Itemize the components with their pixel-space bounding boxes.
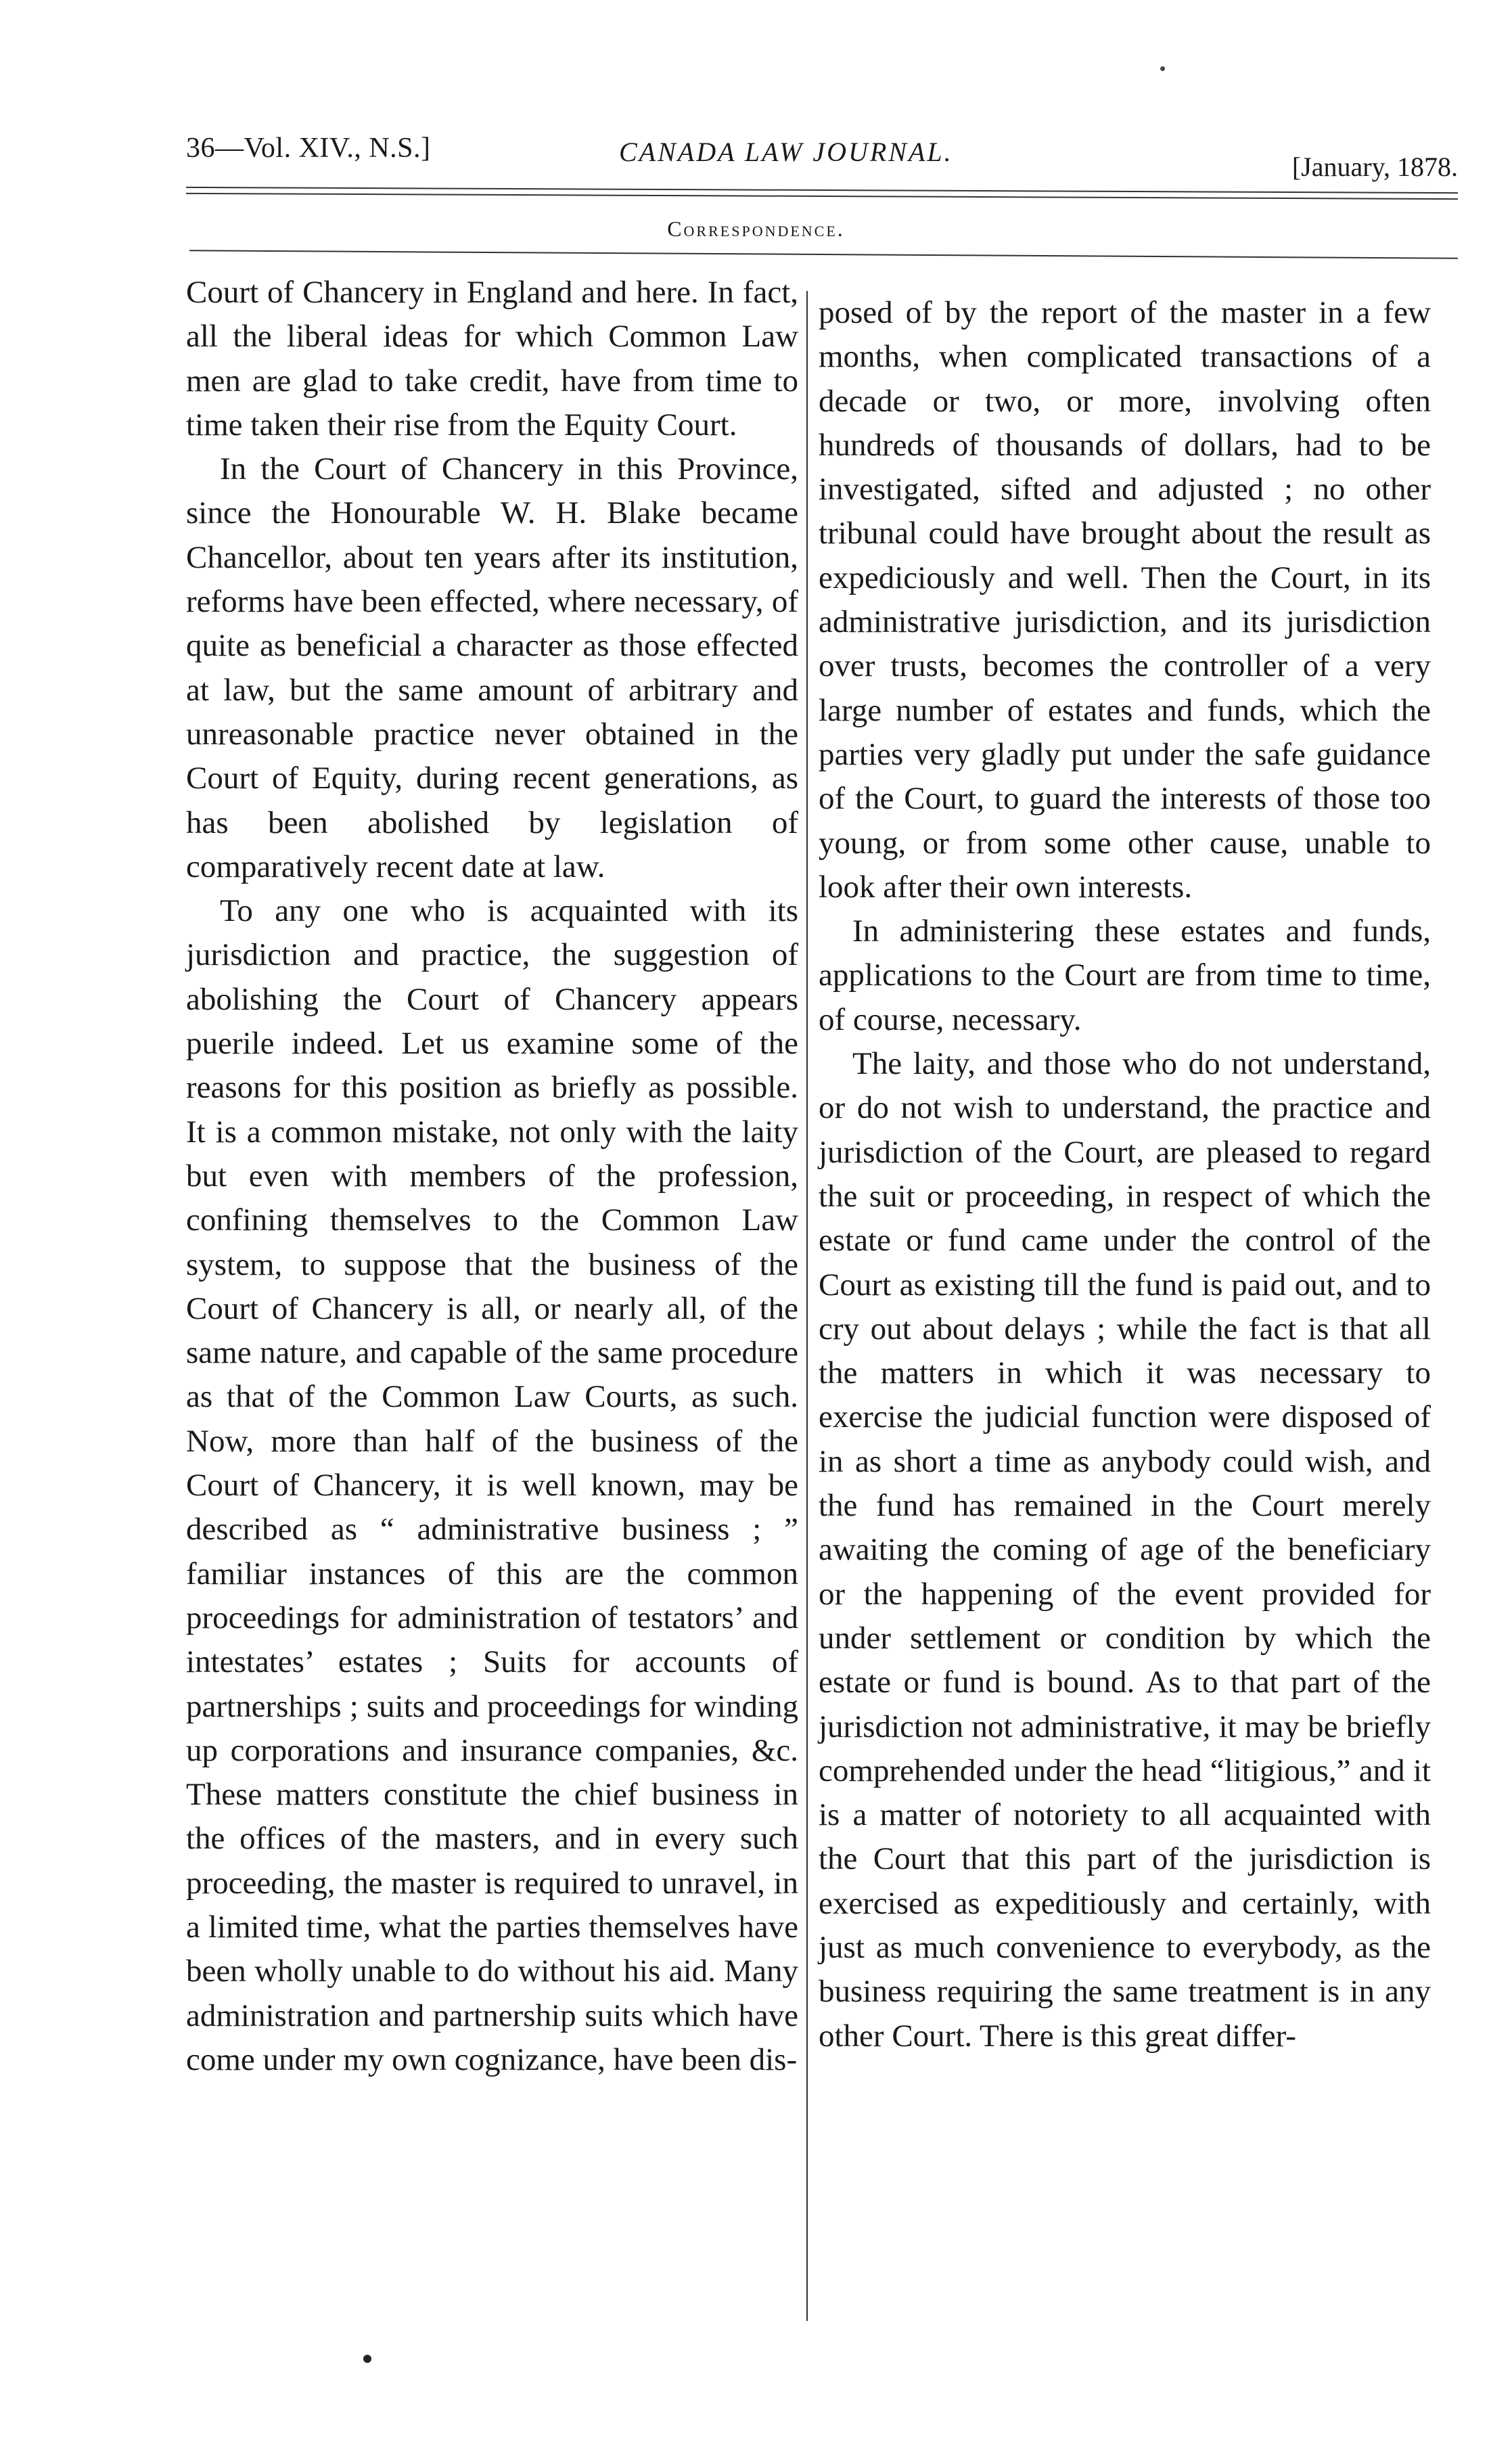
journal-title: CANADA LAW JOURNAL. — [619, 137, 953, 167]
paper-speck — [1160, 66, 1165, 71]
issue-date: [January, 1878. — [1291, 152, 1458, 182]
paragraph: In administering these estates and funds, applications to the Court are from time to time, of course, necessary. — [819, 913, 1431, 1037]
paragraph: posed of by the report of the master in a few months, when complicated transactions of a decade or two, or more, involving often hundreds of thousands of dollars, had to be investigated, sifted and adjusted ; no other tribunal could have brought about the result as expediciously and well. Then the Court, in its administrative jurisdiction, and its jurisdiction over trusts, becomes the controller of a very large number of estates and funds, which the parties very gladly put under the safe guidance of the Court, to guard the interests of those too young, or from some other cause, unable to look after their own interests. — [819, 295, 1431, 905]
section-rule — [189, 250, 1458, 258]
volume-label: 36—Vol. XIV., N.S.] — [186, 133, 431, 164]
header-double-rule — [186, 187, 1458, 200]
footer-dot — [363, 2355, 371, 2363]
running-header — [186, 132, 1458, 182]
left-column — [186, 271, 798, 2334]
paragraph: In the Court of Chancery in this Province, since the Honourable W. H. Blake became Chancellor, about ten years after its institution, reforms have been effected, where necessary, of quite as beneficial a character as those effected at law, but the same amount of arbitrary and unreasonable practice never obtained in the Court of Equity, during recent generations, as has been abolished by legislation of comparatively recent date at law. — [186, 451, 798, 884]
paragraph: The laity, and those who do not understand, or do not wish to understand, the practice and jurisdiction of the Court, are pleased to regard the suit or proceeding, in respect of which the estate or fund came under the control of the Court as existing till the fund is paid out, and to cry out about delays ; while the fact is that all the matters in which it was necessary to exercise the judicial function were disposed of in as short a time as anybody could wish, and the fund has remained in the Court merely awaiting the coming of age of the beneficiary or the happening of the event provided for under settlement or condition by which the estate or fund is bound. As to that part of the jurisdiction not administrative, it may be briefly comprehended under the head “litigious,” and it is a matter of notoriety to all acquainted with the Court that this part of the jurisdiction is exercised as expeditiously and certainly, with just as much convenience to everybody, as the business requiring the same treatment is in any other Court. There is this great differ- — [819, 1046, 1431, 2054]
paragraph: To any one who is acquainted with its jurisdiction and practice, the suggestion of abolishing the Court of Chancery appears puerile indeed. Let us examine some of the reasons for this position as briefly as possible. It is a common mistake, not only with the laity but even with members of the profession, confining themselves to the Common Law system, to suppose that the business of the Court of Chancery is all, or nearly all, of the same nature, and capable of the same procedure as that of the Common Law Courts, as such. Now, more than half of the business of the Court of Chancery, it is well known, may be described as “ administrative business ; ” familiar instances of this are the common proceedings for administration of testators’ and intestates’ estates ; Suits for accounts of partnerships ; suits and proceedings for winding up corporations and insurance companies, &c. These matters constitute the chief business in the offices of the masters, and in every such proceeding, the master is required to unravel, in a limited time, what the parties themselves have been wholly unable to do without his aid. Many administration and partnership suits which have come under my own cognizance, have been dis- — [186, 893, 798, 2077]
paragraph: Court of Chancery in England and here. In fact, all the liberal ideas for which Common Law men are glad to take credit, have from time to time taken their rise from the Equity Court. — [186, 275, 798, 443]
right-column — [819, 291, 1431, 2355]
column-divider — [806, 291, 808, 2321]
section-title: Correspondence. — [667, 217, 845, 241]
